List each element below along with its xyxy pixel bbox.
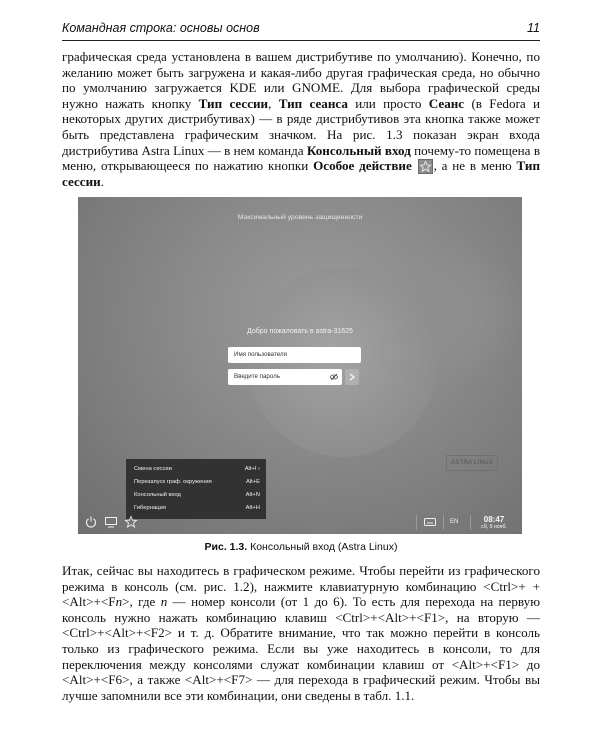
bold-term: Сеанс bbox=[428, 95, 465, 111]
menu-item-shortcut: Alt+H bbox=[245, 505, 260, 511]
clock-time: 08:47 bbox=[483, 515, 505, 524]
clock-date: сб, 9 нояб. bbox=[481, 524, 507, 530]
special-action-menu bbox=[126, 459, 266, 519]
clock bbox=[476, 515, 512, 531]
menu-item-shortcut: Alt+I › bbox=[244, 466, 260, 472]
welcome-text: Добро пожаловать в astra-31625 bbox=[247, 328, 353, 335]
italic-var: n bbox=[160, 594, 168, 610]
figure-caption bbox=[62, 541, 540, 553]
taskbar-separator bbox=[416, 515, 417, 530]
menu-item-label: Гибернация bbox=[134, 505, 166, 511]
text-run: или просто bbox=[347, 95, 429, 111]
special-action-star-icon[interactable] bbox=[124, 515, 138, 529]
security-level-label: Максимальный уровень защищенности bbox=[237, 214, 363, 221]
username-input[interactable]: Имя пользователя bbox=[228, 347, 361, 363]
bold-term: Тип сессии bbox=[198, 95, 269, 111]
bold-term: Консольный вход bbox=[306, 142, 411, 158]
astra-logo: ASTRA LINUX bbox=[446, 455, 498, 471]
taskbar-separator bbox=[470, 515, 471, 530]
text-run: . bbox=[100, 174, 104, 190]
keyboard-icon[interactable] bbox=[423, 515, 437, 529]
caption-text: Консольный вход (Astra Linux) bbox=[247, 541, 398, 553]
bold-term: Тип сеанса bbox=[278, 95, 348, 111]
menu-item-switch-session[interactable] bbox=[134, 463, 260, 475]
menu-item-shortcut: Alt+N bbox=[245, 492, 260, 498]
menu-item-restart-gui[interactable] bbox=[134, 476, 260, 488]
password-placeholder: Введите пароль bbox=[234, 373, 281, 380]
text-run: графическая среда установлена в вашем дистрибутиве по умолчанию). Конечно, по желанию может быть загружена и какая-либо другая графическая среда, но обычно по умолчанию загружается KDE или GNOME. Для выбора графической среды нужно нажать кнопку bbox=[62, 49, 540, 111]
bold-term: Тип сессии bbox=[62, 158, 541, 190]
login-submit-button[interactable] bbox=[345, 369, 359, 385]
text-run: (в Fedora и некоторых других дистрибутивах) — в ряде дистрибутивов эта кнопка также может быть представлена графическим значком. На рис. 1.3 показан экран входа дистрибутива Astra Linux — в нем команда bbox=[62, 95, 540, 158]
menu-item-label: Перезапуск граф. окружения bbox=[134, 479, 212, 485]
page-number: 11 bbox=[527, 21, 540, 35]
menu-item-label: Смена сессии bbox=[134, 466, 172, 472]
text-run: — номер консоли (от 1 до 6). То есть для перехода на первую консоль нужно нажать комбинацию клавиш <Ctrl>+<Alt>+<F1>, на вторую — <Ctrl>+<Alt>+<F2> и т. д. Обратите внимание, что так можно перейти в консоль только из графического режима. Если вы уже находитесь в консоли, то для переключения между консолями служат комбинации клавиш от <Alt>+<F1> до <Alt>+<F6>, а также <Alt>+<F7> — для перехода в графический режим. Чтобы вы лучше запомнили все эти комбинации, они сведены в табл. 1.1. bbox=[62, 594, 540, 703]
italic-var: n bbox=[115, 594, 123, 610]
special-action-star-icon bbox=[418, 159, 433, 174]
text-run: >, где bbox=[122, 594, 161, 610]
bold-term: Особое действие bbox=[313, 158, 412, 174]
text-run: Итак, сейчас вы находитесь в графическом режиме. Чтобы перейти из графического режима в консоль (см. рис. 1.2), нажмите клавиатурную комбинацию <Ctrl>+ +<Alt>+<F bbox=[62, 563, 540, 610]
paragraph-1 bbox=[62, 49, 540, 190]
taskbar bbox=[78, 511, 522, 534]
menu-item-console-login[interactable] bbox=[134, 489, 260, 501]
header-title: Командная строка: основы основ bbox=[62, 21, 260, 35]
taskbar-separator bbox=[443, 515, 444, 530]
language-indicator[interactable]: EN bbox=[450, 519, 459, 525]
menu-item-shortcut: Alt+E bbox=[245, 479, 260, 485]
hide-password-icon[interactable] bbox=[330, 373, 338, 381]
text-run: , а не в меню bbox=[433, 158, 517, 174]
text-run: , bbox=[268, 95, 279, 111]
chevron-right-icon bbox=[349, 373, 355, 381]
menu-item-label: Консольный вход bbox=[134, 492, 181, 498]
power-icon[interactable] bbox=[84, 515, 98, 529]
paragraph-2 bbox=[62, 563, 540, 703]
password-input[interactable] bbox=[228, 369, 342, 385]
text-run: почему-то помещена в меню, открывающееся по нажатию кнопки bbox=[62, 142, 540, 174]
caption-label: Рис. 1.3. bbox=[204, 541, 248, 553]
display-icon[interactable] bbox=[104, 515, 118, 529]
login-screenshot bbox=[78, 197, 522, 534]
running-header bbox=[62, 18, 540, 41]
